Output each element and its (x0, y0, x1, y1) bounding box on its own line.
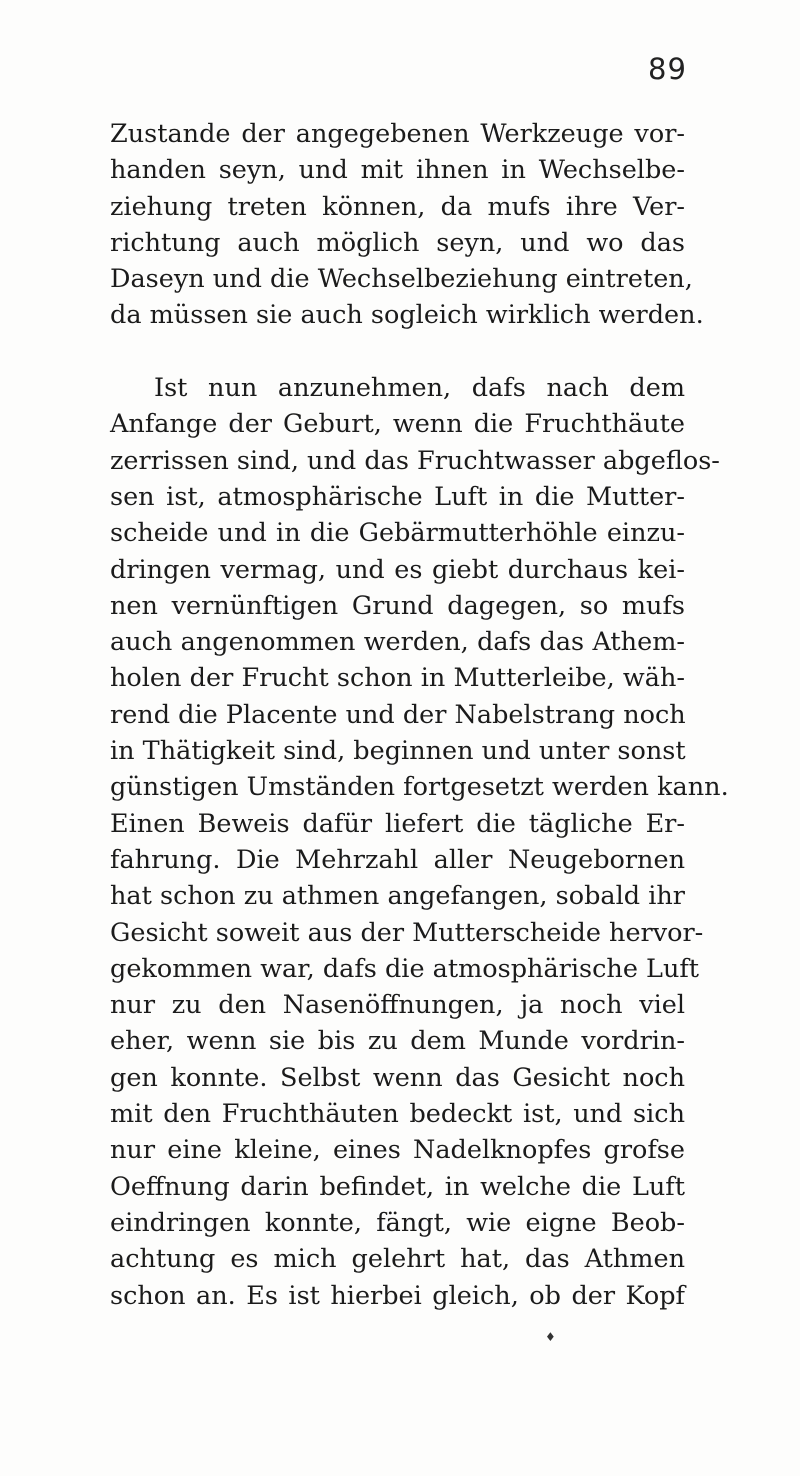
text-line: Gesicht soweit aus der Mutterscheide hervor- (110, 917, 704, 948)
text-line: da müssen sie auch sogleich wirklich werden. (110, 300, 704, 331)
text-line: günstigen Umständen fortgesetzt werden kann. (110, 772, 729, 803)
text-line: handen seyn, und mit ihnen in Wechselbe- (110, 155, 685, 186)
text-line: nen vernünftigen Grund dagegen, so mufs (110, 590, 685, 621)
text-line: Ist nun anzunehmen, dafs nach dem (154, 373, 685, 404)
text-line: zerrissen sind, und das Fruchtwasser abgeflos- (110, 445, 720, 476)
text-line: sen ist, atmosphärische Luft in die Mutter- (110, 481, 685, 512)
text-line: scheide und in die Gebärmutterhöhle einzu- (110, 518, 685, 549)
paragraph (110, 370, 729, 1314)
text-line: richtung auch möglich seyn, und wo das (110, 227, 685, 258)
text-line: schon an. Es ist hierbei gleich, ob der Kopf (110, 1280, 685, 1311)
text-line: achtung es mich gelehrt hat, das Athmen (110, 1244, 685, 1275)
text-line: dringen vermag, und es giebt durchaus kei- (110, 554, 685, 585)
text-line: holen der Frucht schon in Mutterleibe, wäh- (110, 663, 685, 694)
body-text (110, 116, 729, 1314)
text-line: in Thätigkeit sind, beginnen und unter sonst (110, 736, 686, 767)
text-line: gekommen war, dafs die atmosphärische Luft (110, 953, 700, 984)
text-line: gen konnte. Selbst wenn das Gesicht noch (110, 1062, 685, 1093)
text-line: rend die Placente und der Nabelstrang noch (110, 699, 686, 730)
text-line: Oeffnung darin befindet, in welche die Luft (110, 1171, 685, 1202)
text-line: Anfange der Geburt, wenn die Fruchthäute (110, 409, 685, 440)
printer-mark: ♦ (545, 1330, 556, 1344)
text-line: eindringen konnte, fängt, wie eigne Beob- (110, 1207, 685, 1238)
text-line: mit den Fruchthäuten bedeckt ist, und sich (110, 1099, 685, 1130)
text-line: ziehung treten können, da mufs ihre Ver- (110, 191, 685, 222)
text-line: Einen Beweis dafür liefert die tägliche Er- (110, 808, 685, 839)
text-line: Daseyn und die Wechselbeziehung eintreten, (110, 264, 693, 295)
paragraph (110, 116, 704, 334)
text-line: Zustande der angegebenen Werkzeuge vor- (110, 119, 685, 149)
text-line: eher, wenn sie bis zu dem Munde vordrin- (110, 1026, 685, 1057)
text-line: nur eine kleine, eines Nadelknopfes grofse (110, 1135, 685, 1166)
paragraph-gap (110, 334, 685, 370)
text-line: nur zu den Nasenöffnungen, ja noch viel (110, 990, 685, 1021)
page-number: 89 (648, 52, 687, 86)
text-line: hat schon zu athmen angefangen, sobald ihr (110, 881, 685, 912)
text-line: auch angenommen werden, dafs das Athem- (110, 627, 685, 658)
text-line: fahrung. Die Mehrzahl aller Neugebornen (110, 844, 685, 875)
